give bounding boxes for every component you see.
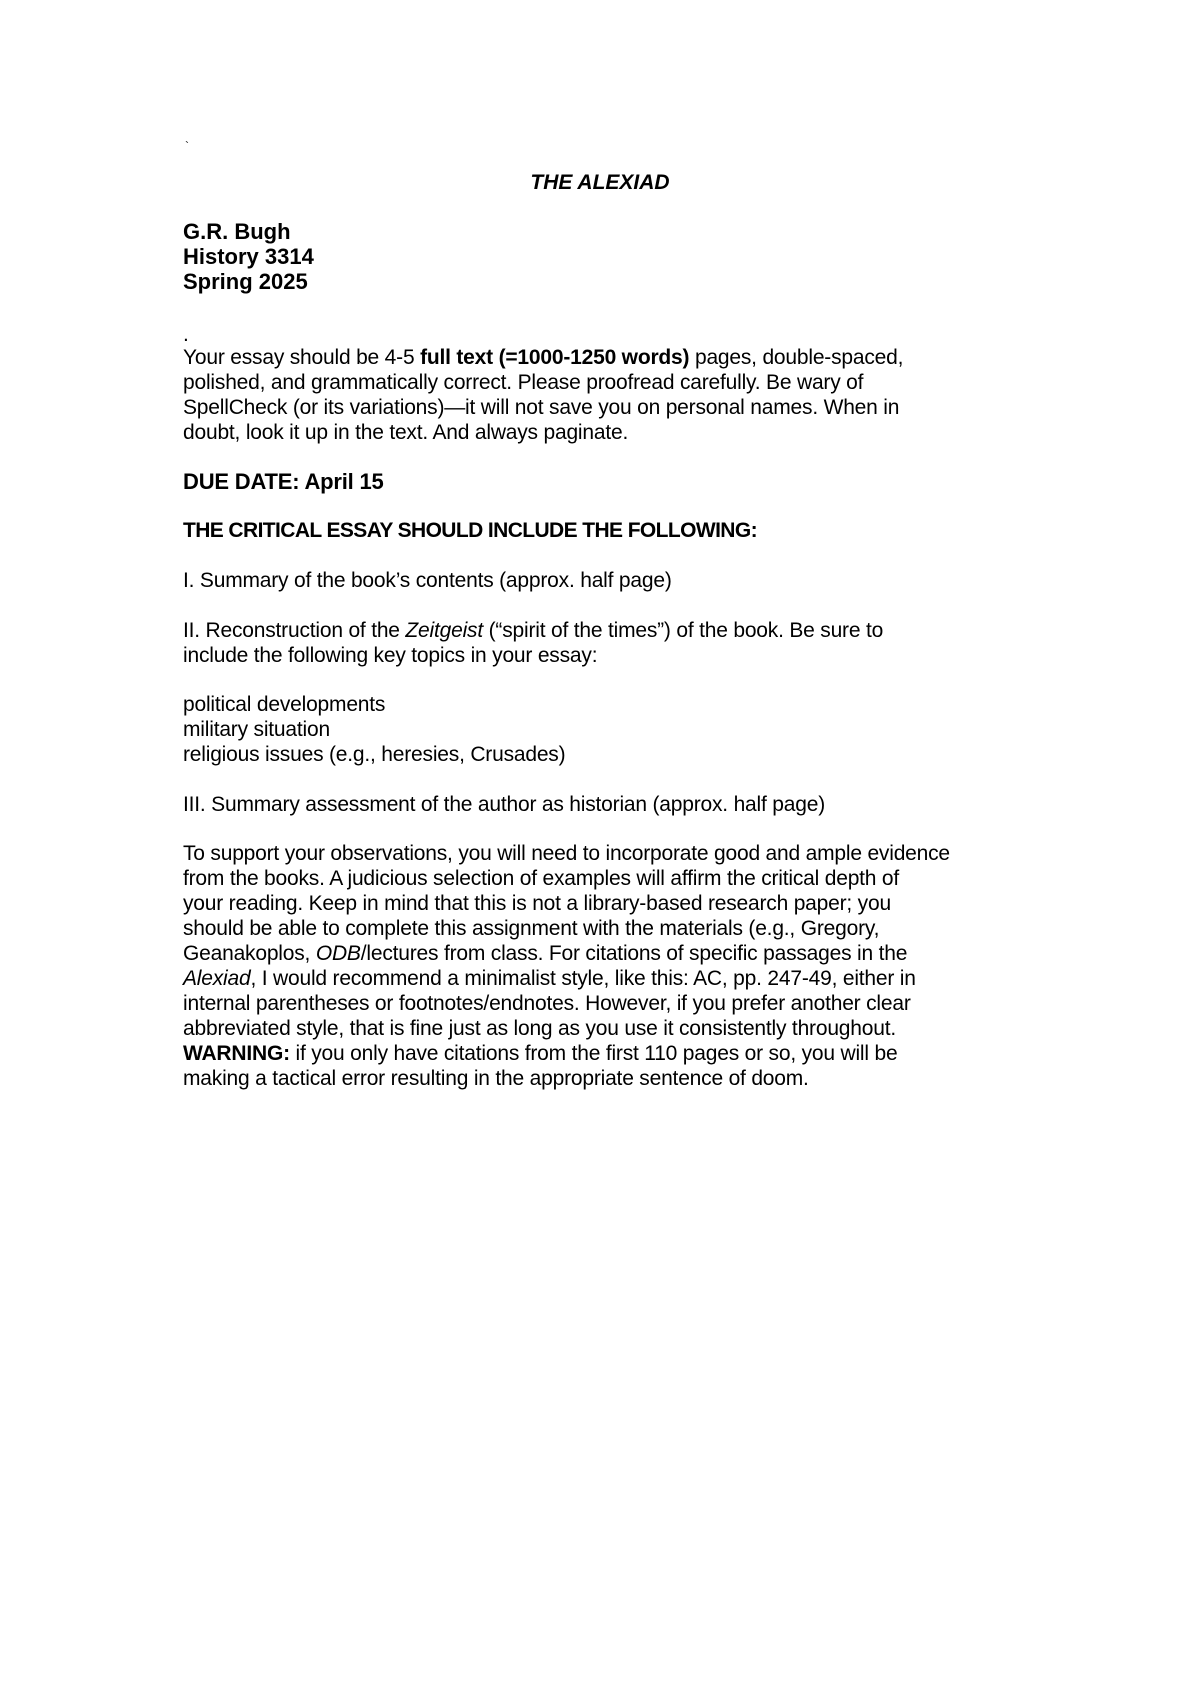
intro-line-1 <box>183 345 1063 370</box>
support-line: should be able to complete this assignment with the materials (e.g., Gregory, <box>183 917 880 940</box>
intro-line-2: polished, and grammatically correct. Please proofread carefully. Be wary of <box>183 371 864 394</box>
support-line: abbreviated style, that is fine just as long as you use it consistently throughout. <box>183 1017 896 1040</box>
section-two-text: (“spirit of the times”) of the book. Be sure to <box>483 619 884 642</box>
intro-text: pages, double-spaced, <box>689 346 904 369</box>
support-line <box>183 1041 1063 1066</box>
intro-line-3: SpellCheck (or its variations)—it will not save you on personal names. When in <box>183 396 900 419</box>
course-name: History 3314 <box>183 244 314 269</box>
topic-item: military situation <box>183 718 330 741</box>
stray-mark: ` <box>185 139 189 153</box>
support-line: internal parentheses or footnotes/endnotes. However, if you prefer another clear <box>183 992 911 1015</box>
support-text: Geanakoplos, <box>183 942 316 965</box>
author-name: G.R. Bugh <box>183 219 291 244</box>
support-line <box>183 941 1063 966</box>
support-line <box>183 966 1063 991</box>
support-line: making a tactical error resulting in the appropriate sentence of doom. <box>183 1067 809 1090</box>
stray-dot: . <box>183 323 189 346</box>
support-line: from the books. A judicious selection of examples will affirm the critical depth of <box>183 867 900 890</box>
intro-bold-text: full text (=1000-1250 words) <box>420 346 690 369</box>
intro-line-4: doubt, look it up in the text. And always paginate. <box>183 421 629 444</box>
topic-item: religious issues (e.g., heresies, Crusades) <box>183 743 566 766</box>
support-text: , I would recommend a minimalist style, like this: AC, pp. 247-49, either in <box>250 967 916 990</box>
support-line: To support your observations, you will need to incorporate good and ample evidence <box>183 842 950 865</box>
section-heading: THE CRITICAL ESSAY SHOULD INCLUDE THE FOLLOWING: <box>183 519 757 542</box>
topics-list <box>183 692 1063 767</box>
term-name: Spring 2025 <box>183 269 308 294</box>
topic-item: political developments <box>183 693 386 716</box>
intro-text: Your essay should be 4-5 <box>183 346 421 369</box>
support-line: your reading. Keep in mind that this is not a library-based research paper; you <box>183 892 891 915</box>
section-two-line-2: include the following key topics in your essay: <box>183 644 598 667</box>
support-text: if you only have citations from the first 110 pages or so, you will be <box>289 1042 898 1065</box>
section-two-line-1 <box>183 618 1063 643</box>
due-date: DUE DATE: April 15 <box>183 469 384 494</box>
document-title: THE ALEXIAD <box>530 171 670 194</box>
support-text: /lectures from class. For citations of specific passages in the <box>360 942 908 965</box>
section-three: III. Summary assessment of the author as historian (approx. half page) <box>183 793 825 816</box>
warning-label: WARNING: <box>183 1042 290 1065</box>
odb-term: ODB <box>315 942 361 965</box>
alexiad-term: Alexiad <box>183 967 251 990</box>
support-paragraph <box>183 841 1063 1091</box>
author-block <box>183 219 314 294</box>
section-two-text: II. Reconstruction of the <box>183 619 406 642</box>
section-two <box>183 618 1063 668</box>
section-one: I. Summary of the book’s contents (approx. half page) <box>183 569 672 592</box>
zeitgeist-term: Zeitgeist <box>405 619 483 642</box>
intro-paragraph <box>183 345 1063 445</box>
